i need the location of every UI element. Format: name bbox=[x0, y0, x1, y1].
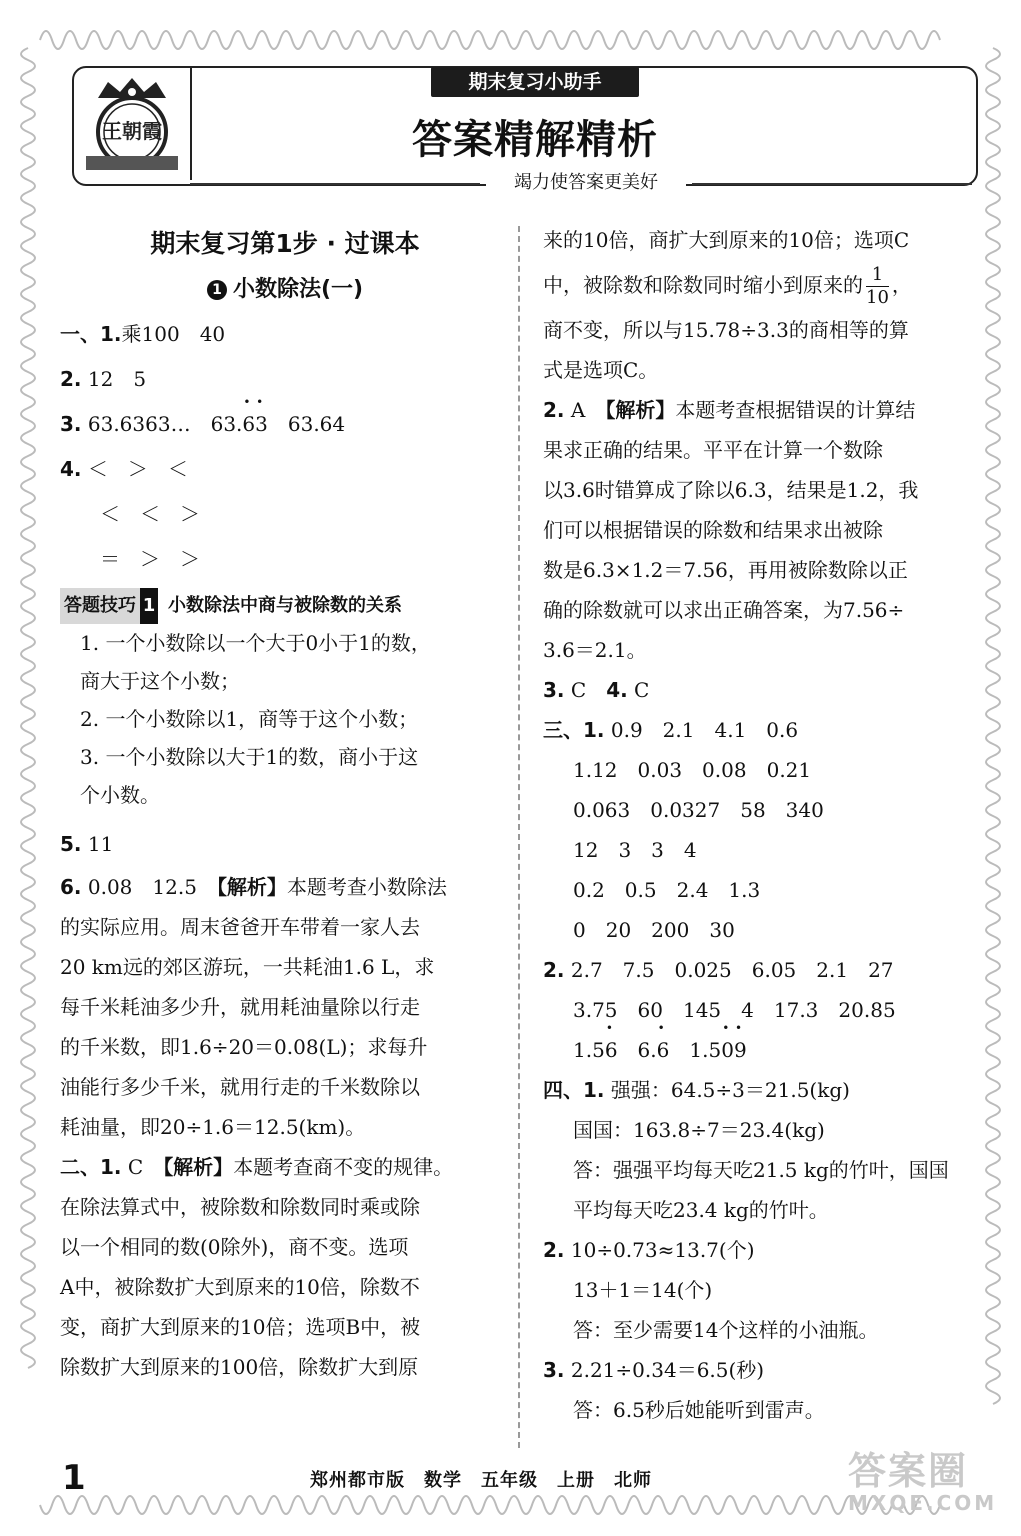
answer-text: 0.9 2.1 4.1 0.6 bbox=[610, 718, 799, 742]
item-label: 4. bbox=[60, 457, 82, 481]
answer-row: 国国：163.8÷7＝23.4(kg) bbox=[573, 1118, 825, 1142]
explanation-line: 以3.6时错算成了除以6.3，结果是1.2，我 bbox=[543, 478, 919, 502]
unit-title-text: 小数除法(一) bbox=[232, 277, 364, 302]
answer-1-4-row3 bbox=[60, 537, 510, 582]
explanation-line: A中，被除数扩大到原来的10倍，除数不 bbox=[60, 1275, 420, 1299]
tip-header bbox=[60, 588, 510, 624]
footer-edition: 郑州都市版 数学 五年级 上册 北师 bbox=[310, 1470, 652, 1491]
tip-line: 2. 一个小数除以1，商等于这个小数； bbox=[80, 707, 419, 731]
answer-text: 10÷0.73≈13.7(个) bbox=[570, 1238, 755, 1262]
answer-1-6 bbox=[60, 867, 510, 1147]
watermark bbox=[848, 1440, 998, 1520]
left-column bbox=[60, 220, 510, 1387]
explanation-line: 每千米耗油多少升，就用耗油量除以行走 bbox=[60, 995, 420, 1019]
answer-row: 答：强强平均每天吃21.5 kg的竹叶，国国 bbox=[573, 1158, 949, 1182]
answer-1-2 bbox=[60, 357, 510, 402]
analysis-tag: 【解析】 bbox=[605, 398, 676, 422]
answer-text: 2.7 7.5 0.025 6.05 2.1 27 bbox=[570, 958, 894, 982]
unit-title bbox=[60, 268, 510, 312]
explanation-text: ， bbox=[891, 273, 912, 297]
fraction-numerator: 1 bbox=[866, 264, 889, 287]
explanation-line: 数是6.3×1.2＝7.56，再用被除数除以正 bbox=[543, 558, 908, 582]
answer-4-3 bbox=[543, 1350, 983, 1430]
tip-line: 1. 一个小数除以一个大于0小于1的数， bbox=[80, 631, 431, 655]
answer-text: 6. bbox=[617, 1038, 657, 1062]
item-label: 6. bbox=[60, 875, 82, 899]
answer-row: 0.063 0.0327 58 340 bbox=[573, 798, 824, 822]
analysis-tag: 【解析】 bbox=[216, 875, 287, 899]
answer-text: 11 bbox=[87, 832, 114, 856]
page-number: 1 bbox=[62, 1458, 86, 1498]
tip-body bbox=[60, 624, 510, 822]
item-label: 3. bbox=[543, 1358, 565, 1382]
item-label: 3. bbox=[543, 678, 565, 702]
item-label: 2. bbox=[543, 1238, 565, 1262]
analysis-tag: 【解析】 bbox=[163, 1155, 234, 1179]
explanation-line: 确的除数就可以求出正确答案，为7.56÷ bbox=[543, 598, 905, 622]
item-label: 2. bbox=[60, 367, 82, 391]
answer-1-1 bbox=[60, 312, 510, 357]
repeating-digit: • 6 bbox=[605, 1030, 618, 1070]
explanation-line: 耗油量，即20÷1.6＝12.5(km)。 bbox=[60, 1115, 366, 1139]
publisher-logo bbox=[78, 76, 186, 174]
tip-title: 小数除法中商与被除数的关系 bbox=[168, 595, 402, 616]
item-label: 2. bbox=[543, 398, 565, 422]
watermark-text: 答案圈 bbox=[848, 1449, 969, 1493]
answer-text: 63.64 bbox=[267, 412, 346, 436]
answer-2-3-4 bbox=[543, 670, 983, 710]
answer-text: ＝ ＞ ＞ bbox=[100, 547, 200, 571]
item-label: 一、1. bbox=[60, 322, 122, 346]
answer-text: A bbox=[570, 398, 606, 422]
answer-text: 63.6363… bbox=[87, 412, 211, 436]
answer-1-5 bbox=[60, 822, 510, 867]
answer-row: 13＋1＝14(个) bbox=[573, 1278, 713, 1302]
tip-number: 1 bbox=[140, 588, 158, 624]
answer-1-4 bbox=[60, 447, 510, 492]
explanation-line: 3.6＝2.1。 bbox=[543, 638, 647, 662]
explanation-line: 们可以根据错误的除数和结果求出被除 bbox=[543, 518, 883, 542]
answer-text: 1. bbox=[669, 1038, 709, 1062]
explanation-line: 以一个相同的数(0除外)，商不变。选项 bbox=[60, 1235, 409, 1259]
item-label: 三、1. bbox=[543, 718, 605, 742]
answer-row: 答：至少需要14个这样的小油瓶。 bbox=[573, 1318, 879, 1342]
explanation-line: 除数扩大到原来的100倍，除数扩大到原 bbox=[60, 1355, 419, 1379]
explanation-line: 的千米数，即1.6÷20＝0.08(L)；求每升 bbox=[60, 1035, 428, 1059]
repeating-digit: • 9 bbox=[734, 1030, 747, 1070]
column-divider bbox=[518, 226, 520, 1448]
explanation-line: 20 km远的郊区游玩，一共耗油1.6 L，求 bbox=[60, 955, 435, 979]
repeating-digit: • 0 bbox=[721, 1030, 734, 1070]
answer-text: ＜ ＞ ＜ bbox=[87, 457, 188, 481]
logo-text: 王朝霞 bbox=[102, 119, 162, 143]
answer-row: 0 20 200 30 bbox=[573, 918, 735, 942]
answer-text: C bbox=[564, 678, 607, 702]
answer-text: 乘100 40 bbox=[121, 322, 226, 346]
section-title: 期末复习第1步 · 过课本 bbox=[150, 229, 420, 258]
item-label: 5. bbox=[60, 832, 82, 856]
answer-row: 3.75 60 145 4 17.3 20.85 bbox=[573, 998, 896, 1022]
fraction-denominator: 10 bbox=[866, 287, 889, 308]
slogan-rule-right bbox=[692, 183, 972, 185]
explanation-line: 的实际应用。周末爸爸开车带着一家人去 bbox=[60, 915, 420, 939]
explanation-line-fraction bbox=[543, 260, 983, 310]
answer-text: ＜ ＜ ＞ bbox=[100, 502, 200, 526]
answer-text: 12 5 bbox=[87, 367, 147, 391]
repeating-digit: • 3 bbox=[255, 402, 268, 447]
answer-row: 1.12 0.03 0.08 0.21 bbox=[573, 758, 812, 782]
answer-row: 答：6.5秒后她能听到雷声。 bbox=[573, 1398, 825, 1422]
unit-number-badge: 1 bbox=[207, 280, 227, 300]
answer-text: C bbox=[627, 678, 650, 702]
answer-1-4-row2 bbox=[60, 492, 510, 537]
answer-2-1-continued bbox=[543, 220, 983, 390]
answer-text: C bbox=[127, 1155, 164, 1179]
explanation-line: 油能行多少千米，就用行走的千米数除以 bbox=[60, 1075, 420, 1099]
slogan-text: 竭力使答案更美好 bbox=[486, 170, 686, 196]
answer-row: 12 3 3 4 bbox=[573, 838, 697, 862]
item-label: 四、1. bbox=[543, 1078, 605, 1102]
explanation-line: 本题考查小数除法 bbox=[286, 875, 447, 899]
repeating-digit: • 6 bbox=[242, 402, 255, 447]
item-label: 3. bbox=[60, 412, 82, 436]
answer-2-1 bbox=[60, 1147, 510, 1387]
fraction bbox=[866, 264, 889, 309]
answer-3-1 bbox=[543, 710, 983, 950]
explanation-line: 变，商扩大到原来的10倍；选项B中，被 bbox=[60, 1315, 421, 1339]
item-label: 4. bbox=[606, 678, 628, 702]
answer-text: 2.21÷0.34＝6.5(秒) bbox=[570, 1358, 765, 1382]
answer-row: 0.2 0.5 2.4 1.3 bbox=[573, 878, 761, 902]
answer-text: 0.08 12.5 bbox=[87, 875, 217, 899]
explanation-line: 在除法算式中，被除数和除数同时乘或除 bbox=[60, 1195, 420, 1219]
repeating-digit: • 6 bbox=[657, 1030, 670, 1070]
answer-2-2 bbox=[543, 390, 983, 670]
answer-text: 5 bbox=[708, 1038, 722, 1062]
right-column bbox=[543, 220, 983, 1430]
explanation-line: 商不变，所以与15.78÷3.3的商相等的算 bbox=[543, 318, 909, 342]
page-title: 答案精解精析 bbox=[412, 117, 658, 163]
item-label: 二、1. bbox=[60, 1155, 122, 1179]
explanation-line: 来的10倍，商扩大到原来的10倍；选项C bbox=[543, 228, 910, 252]
answer-row: 平均每天吃23.4 kg的竹叶。 bbox=[573, 1198, 829, 1222]
answer-row-repeating bbox=[543, 1030, 983, 1070]
slogan-row bbox=[190, 170, 970, 198]
explanation-line: 式是选项C。 bbox=[543, 358, 659, 382]
answer-3-2 bbox=[543, 950, 983, 1070]
answer-4-1 bbox=[543, 1070, 983, 1230]
tip-line: 商大于这个小数； bbox=[80, 669, 240, 693]
item-label: 2. bbox=[543, 958, 565, 982]
answer-text: 63. bbox=[210, 412, 243, 436]
header-banner: 期末复习小助手 bbox=[431, 67, 639, 97]
watermark-url: MXQE.COM bbox=[848, 1491, 998, 1515]
logo-separator bbox=[190, 68, 192, 180]
answer-4-2 bbox=[543, 1230, 983, 1350]
tip-line: 个小数。 bbox=[80, 783, 160, 807]
tip-badge: 答题技巧 bbox=[60, 588, 140, 624]
explanation-line: 本题考查商不变的规律。 bbox=[233, 1155, 454, 1179]
explanation-text: 中，被除数和除数同时缩小到原来的 bbox=[543, 273, 863, 297]
answer-text: 1.5 bbox=[573, 1038, 605, 1062]
explanation-line: 本题考查根据错误的计算结 bbox=[675, 398, 916, 422]
answer-text: 强强：64.5÷3＝21.5(kg) bbox=[610, 1078, 850, 1102]
explanation-line: 果求正确的结果。平平在计算一个数除 bbox=[543, 438, 883, 462]
answer-1-3 bbox=[60, 402, 510, 447]
slogan-rule-left bbox=[190, 183, 480, 185]
tip-line: 3. 一个小数除以大于1的数，商小于这 bbox=[80, 745, 419, 769]
